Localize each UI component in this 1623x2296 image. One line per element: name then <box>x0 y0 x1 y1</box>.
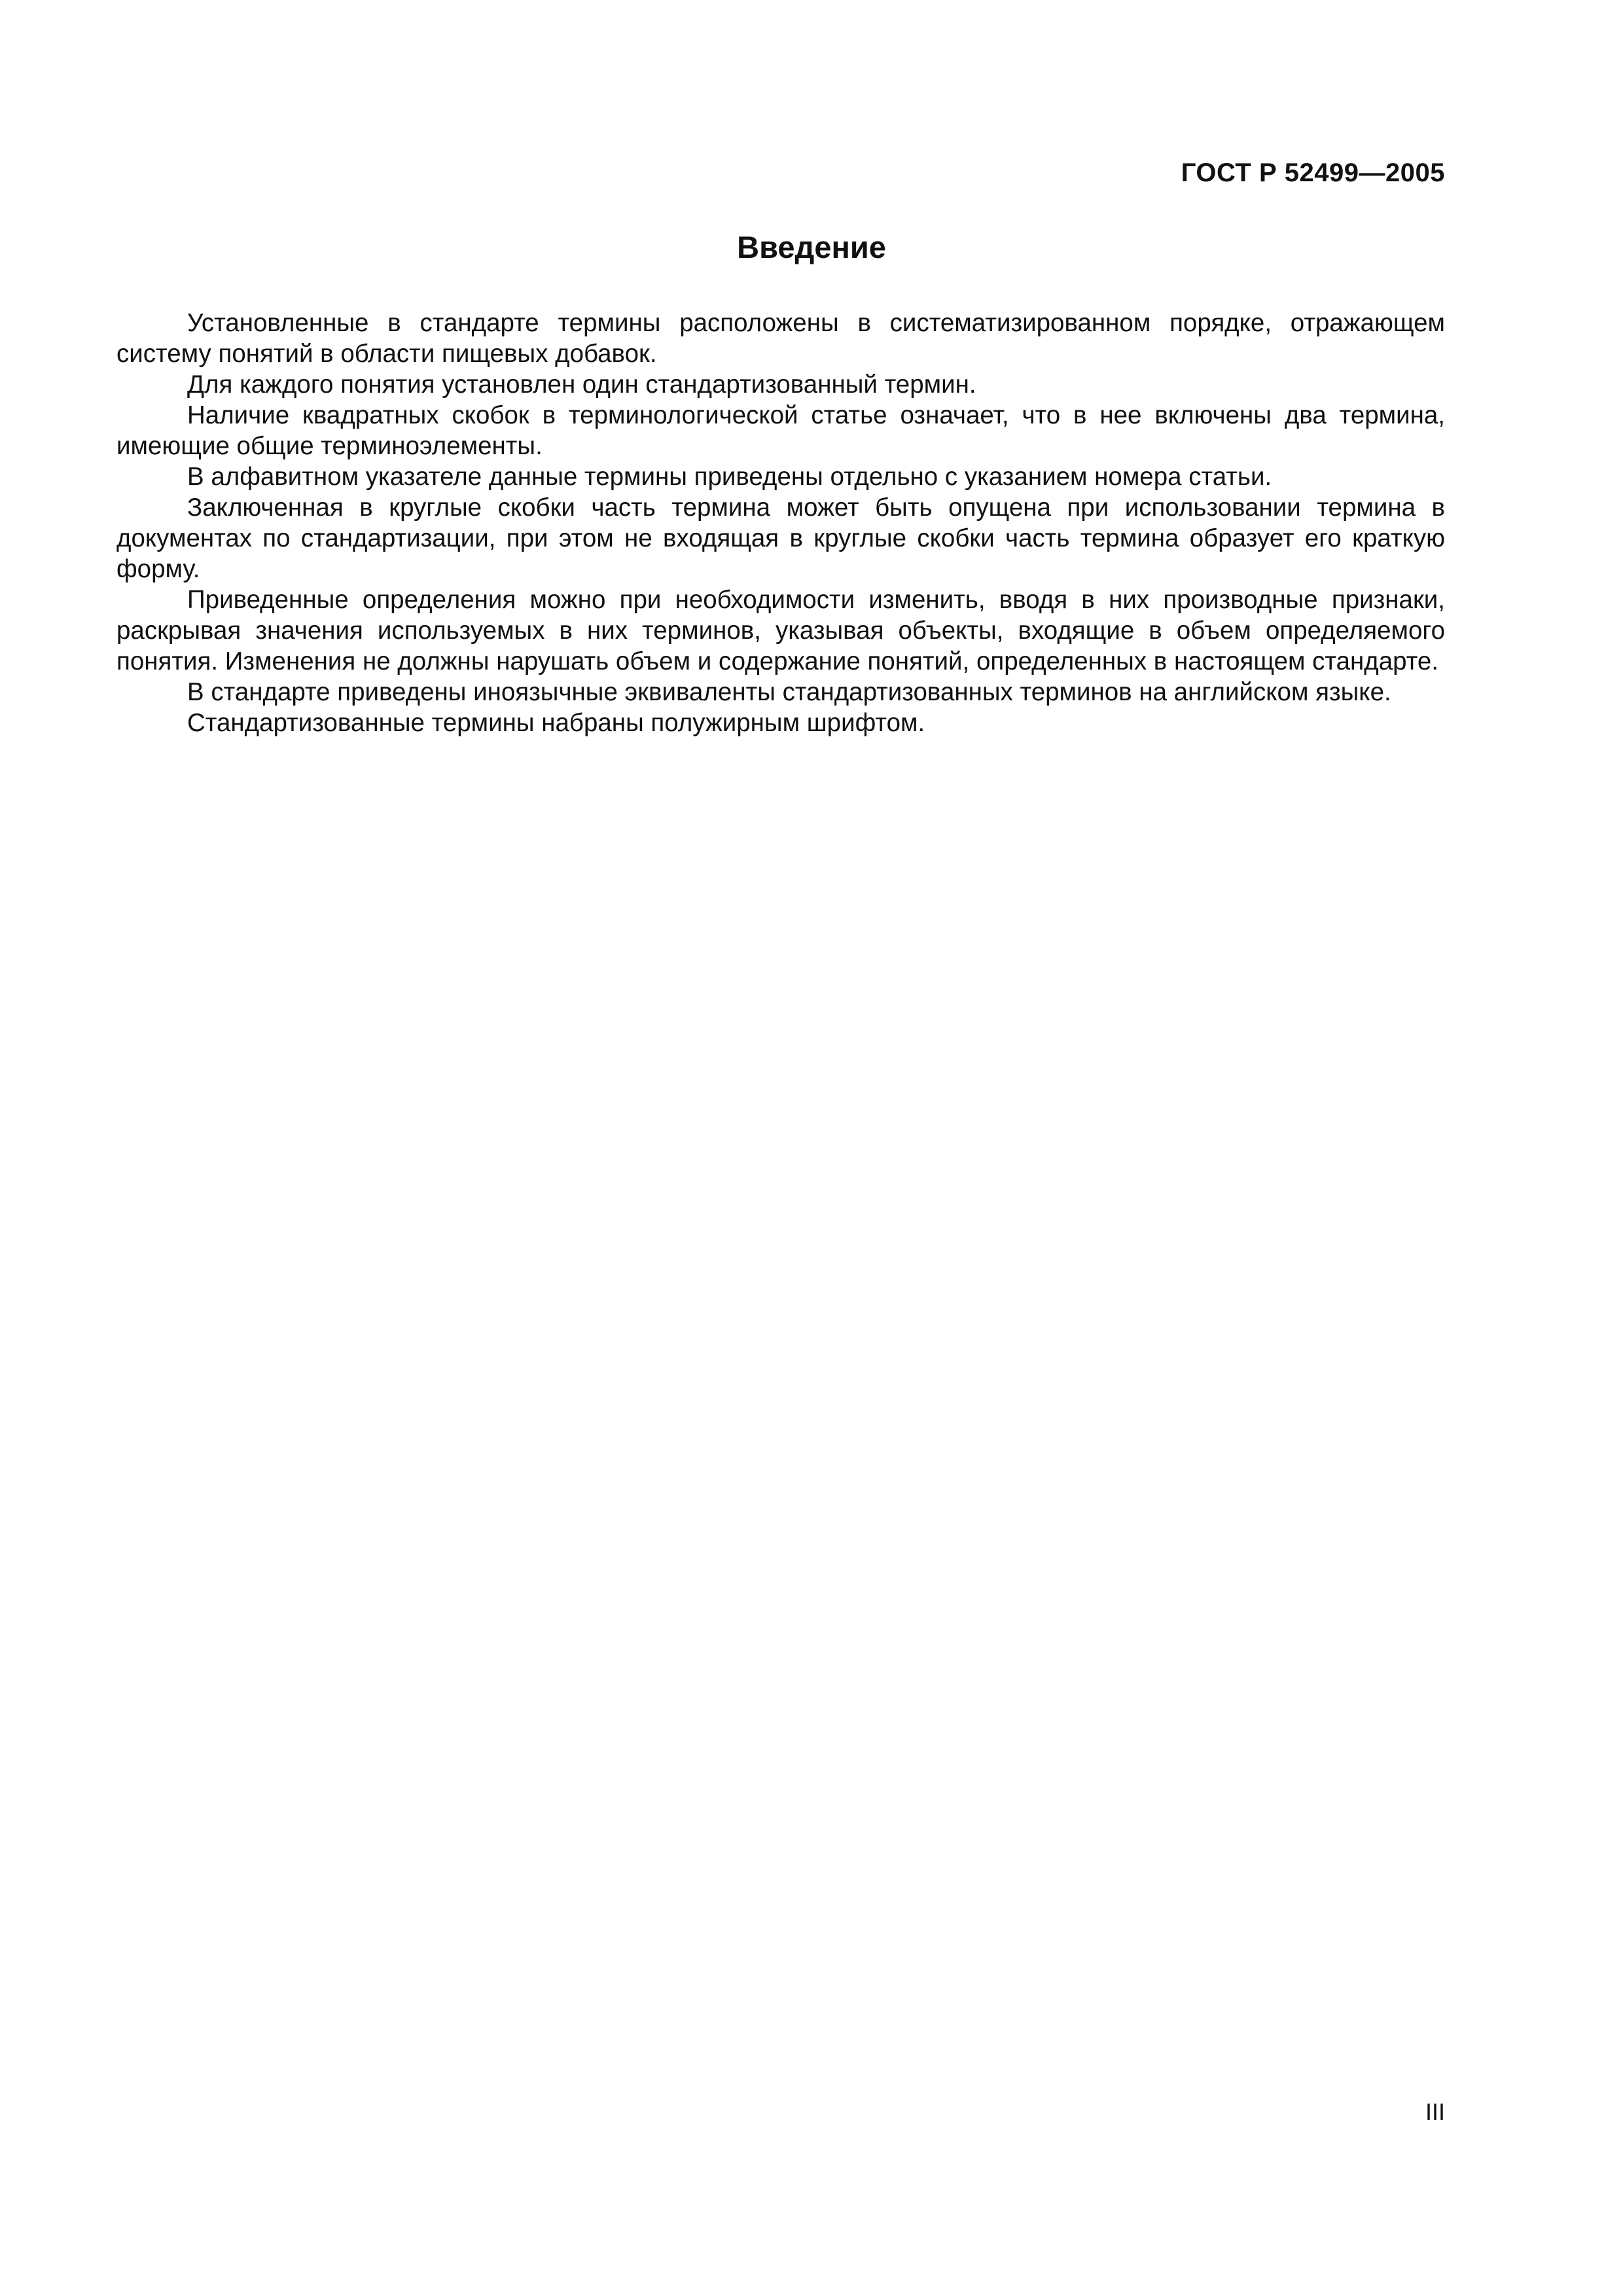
paragraph: В стандарте приведены иноязычные эквиваленты стандартизованных терминов на английском языке. <box>187 678 1391 706</box>
paragraph: Заключенная в круглые скобки часть термина может быть опущена при использовании термина в документах по стандартизации, при этом не входящая в круглые скобки часть термина образует его краткую форму. <box>116 493 1445 583</box>
paragraph: Для каждого понятия установлен один стандартизованный термин. <box>187 370 976 399</box>
paragraph: Установленные в стандарте термины расположены в систематизированном порядке, отражающем систему понятий в области пищевых добавок. <box>116 309 1445 368</box>
paragraph: Приведенные определения можно при необходимости изменить, вводя в них производные признаки, раскрывая значения используемых в них терминов, указывая объекты, входящие в объем определяемого понятия. Изменения не должны нарушать объем и содержание понятий, определенных в настоящем стандарте. <box>116 586 1445 675</box>
document-code: ГОСТ Р 52499—2005 <box>1181 158 1445 187</box>
introduction-body <box>116 308 1445 738</box>
page-title: Введение <box>737 230 886 264</box>
page-number: III <box>1425 2098 1445 2125</box>
paragraph: Стандартизованные термины набраны полужирным шрифтом. <box>187 709 925 737</box>
paragraph: В алфавитном указателе данные термины приведены отдельно с указанием номера статьи. <box>187 463 1272 491</box>
paragraph: Наличие квадратных скобок в терминологической статье означает, что в нее включены два термина, имеющие общие терминоэлементы. <box>116 401 1445 460</box>
